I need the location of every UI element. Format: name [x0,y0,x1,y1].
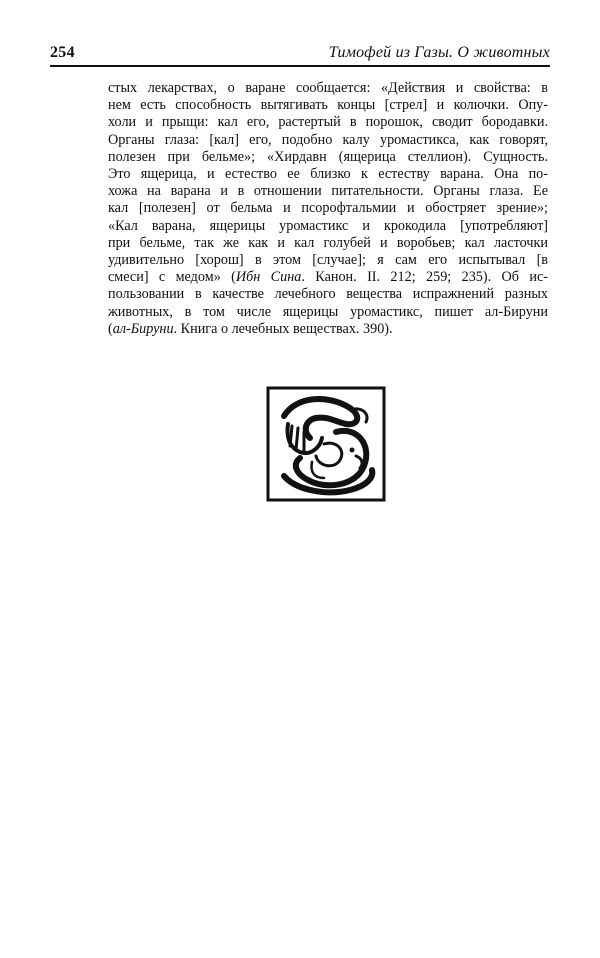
running-title: Тимофей из Газы. О животных [328,44,550,61]
decorative-serpent-ornament-icon [266,386,386,502]
text-line: пользовании в качестве лечебного вещества испражнений разных [108,286,548,303]
ornament-drawing [266,386,386,502]
text-line: полезен при бельме»; «Хирдавн (ящерица стеллион). Сущность. [108,148,548,165]
citation-author: Ибн Сина [235,269,302,286]
text-segment: ( [108,320,113,337]
text-line: «Кал варана, ящерицы уромастикс и крокодила [употребляют] [108,217,548,234]
text-line: животных, в том числе ящерицы уромастикс, пишет ал-Бируни [108,303,548,320]
citation-author: ал-Бируни [112,320,174,337]
body-paragraph [108,80,548,338]
text-line [108,321,548,338]
text-line: стых лекарствах, о варане сообщается: «Действия и свойства: в [108,80,548,96]
text-line [108,269,548,286]
text-segment: . Книга о лечебных веществах. 390). [173,320,393,337]
page-header [50,40,550,66]
text-line: хожа на варана и в отношении питательности. Органы глаза. Ее [108,183,548,200]
text-line: Органы глаза: [кал] его, подобно калу уромастикса, как говорят, [108,131,548,148]
text-segment: . Канон. II. 212; 259; 235). Об ис- [301,269,548,286]
text-line: удивительно [хорош] в этом [случае]; я сам его испытывал [в [108,252,548,269]
text-line: кал [полезен] от бельма и псорофтальмии и обостряет зрение»; [108,200,548,217]
text-line: нем есть способность вытягивать концы [стрел] и колючки. Опу- [108,97,548,114]
text-line: при бельме, так же как и кал голубей и воробьев; кал ласточки [108,234,548,251]
text-line: Это ящерица, и естество ее близко к естеству варана. Она по- [108,166,548,183]
page-number: 254 [50,44,75,61]
text-line: холи и прыщи: кал его, растертый в порошок, сводит бородавки. [108,114,548,131]
header-rule [50,65,550,67]
text-segment: смеси] с медом» ( [108,269,236,286]
